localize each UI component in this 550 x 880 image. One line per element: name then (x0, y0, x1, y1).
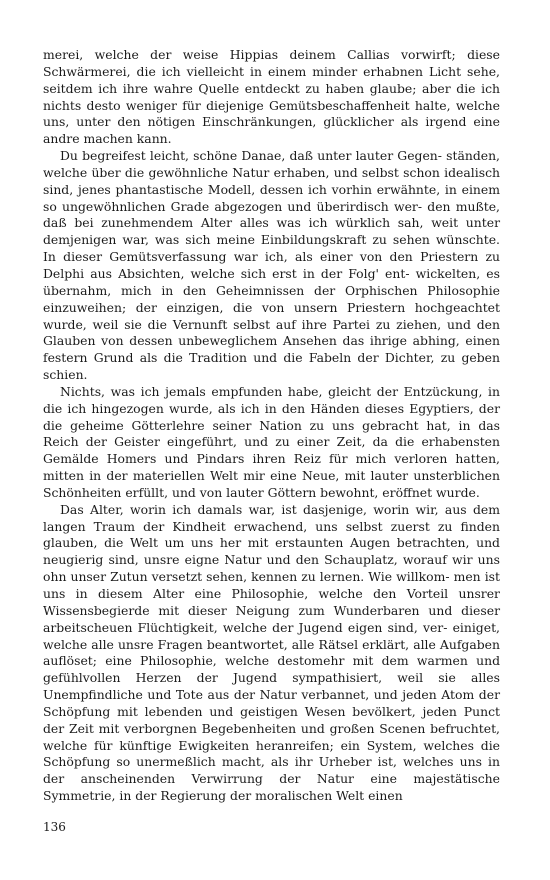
paragraph: Nichts, was ich jemals empfunden habe, gleicht der Entzückung, in die ich hingezogen wurde, als ich in den Händen dieses Egyptiers, der die geheime Götterlehre seiner Nation zu uns gebracht hat, in das Reich der Geister eingeführt, und zu einer Zeit, da die erhabensten Gemälde Homers und Pindars ihren Reiz für mich verloren hatten, mitten in der materiellen Welt mir eine Neue, mit lauter unsterblichen Schönheiten erfüllt, und von lauter Göttern bewohnt, eröffnet wurde. (43, 383, 500, 500)
page-number: 136 (43, 820, 66, 834)
paragraph: Du begreifest leicht, schöne Danae, daß unter lauter Gegen- ständen, welche über die gewöhnliche Natur erhaben, und selbst schon idealisch sind, jenes phantastische Modell, dessen ich vorhin erwähnte, in einem so ungewöhnlichen Grade abgezogen und überirdisch wer- den mußte, daß bei zunehmendem Alter alles was ich würklich sah, weit unter demjenigen war, was sich meine Einbildungskraft zu sehen wünschte. In dieser Gemütsverfassung war ich, als einer von den Priestern zu Delphi aus Absichten, welche sich erst in der Folg' ent- wickelten, es übernahm, mich in den Geheimnissen der Orphischen Philosophie einzuweihen; der einzigen, die von unsern Priestern hochgeachtet wurde, weil sie die Vernunft selbst auf ihre Partei zu ziehen, und den Glauben von dessen unbeweglichem Ansehen das ihrige abhing, einen festern Grund als die Tradition und die Fabeln der Dichter, zu geben schien. (43, 148, 500, 383)
paragraph-continued: merei, welche der weise Hippias deinem Callias vorwirft; diese Schwärmerei, die ich vielleicht in einem minder erhabnen Licht sehe, seitdem ich ihre wahre Quelle entdeckt zu haben glaube; aber die ich nichts desto weniger für diejenige Gemütsbeschaffenheit halte, welche uns, unter den nötigen Einschränkungen, glücklicher als irgend eine andre machen kann. (43, 47, 500, 147)
body-text (43, 47, 500, 805)
paragraph: Das Alter, worin ich damals war, ist dasjenige, worin wir, aus dem langen Traum der Kindheit erwachend, uns selbst zuerst zu finden glauben, die Welt um uns her mit erstaunten Augen betrachten, und neugierig sind, unsre eigne Natur und den Schauplatz, worauf wir uns ohn unser Zutun versetzt sehen, kennen zu lernen. Wie willkom- men ist uns in diesem Alter eine Philosophie, welche den Vorteil unsrer Wissensbegierde mit dieser Neigung zum Wunderbaren und dieser arbeitscheuen Flüchtigkeit, welche der Jugend eigen sind, ver- einiget, welche alle unsre Fragen beantwortet, alle Rätsel erklärt, alle Aufgaben auflöset; eine Philosophie, welche destomehr mit dem warmen und gefühlvollen Herzen der Jugend sympathisiert, weil sie alles Unempfindliche und Tote aus der Natur verbannet, und jeden Atom der Schöpfung mit lebenden und geistigen Wesen bevölkert, jeden Punct der Zeit mit verborgnen Begebenheiten und großen Scenen befruchtet, welche für künftige Ewigkeiten heranreifen; ein System, welches die Schöpfung so unermeßlich macht, als ihr Urheber ist, welches uns in der anscheinenden Verwirrung der Natur eine majestätische Symmetrie, in der Regierung der moralischen Welt einen (43, 501, 500, 804)
